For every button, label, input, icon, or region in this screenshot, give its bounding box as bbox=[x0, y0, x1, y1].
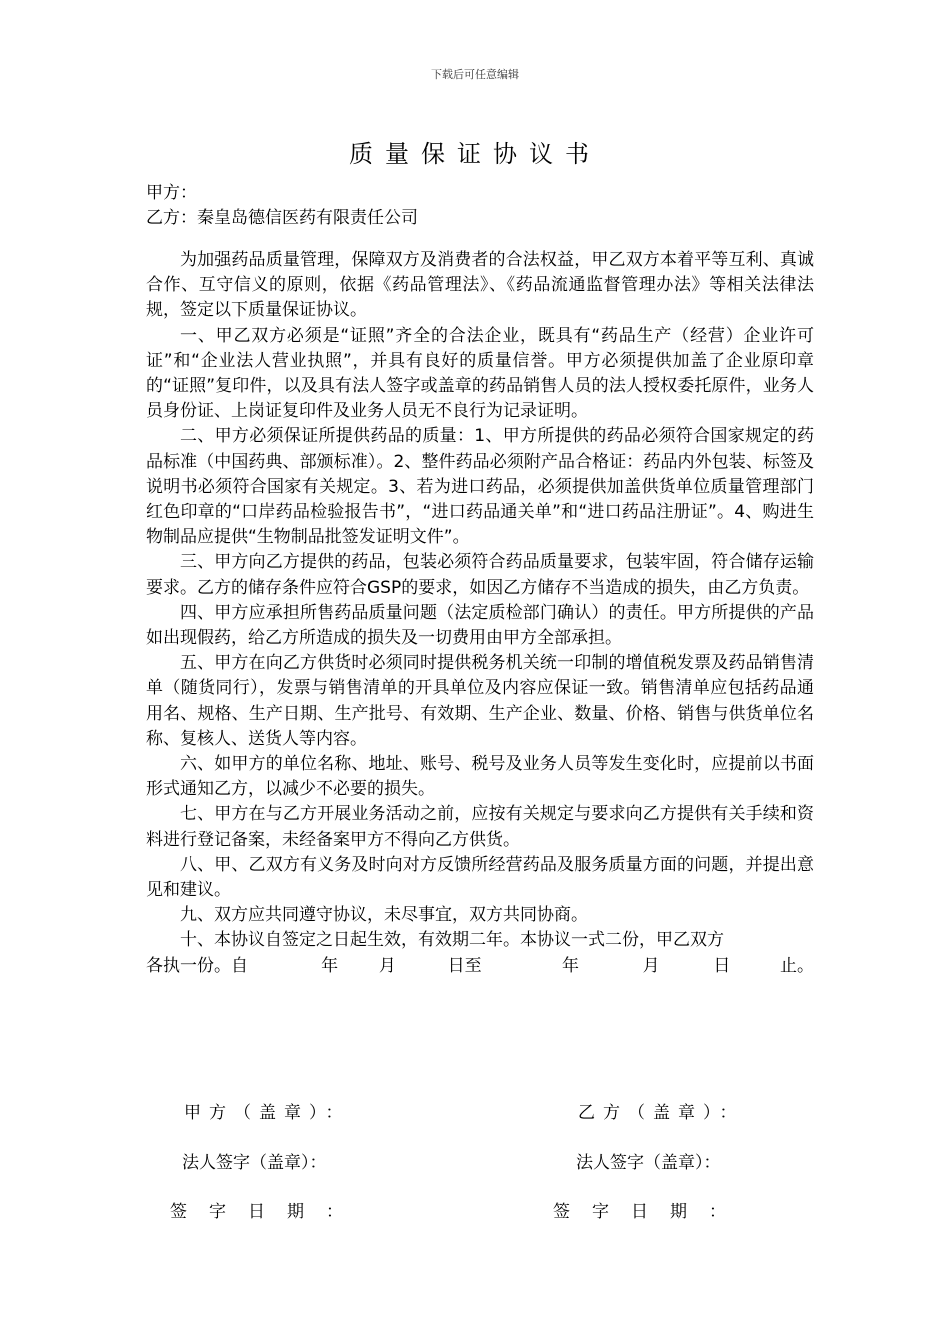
agreement-body bbox=[146, 248, 814, 979]
clause-8: 八、甲、乙双方有义务及时向对方反馈所经营药品及服务质量方面的问题，并提出意见和建议。 bbox=[146, 854, 814, 901]
party-b-line: 乙方：秦皇岛德信医药有限责任公司 bbox=[146, 208, 418, 228]
term-day-end: 日 bbox=[713, 955, 731, 976]
intro-paragraph: 为加强药品质量管理，保障双方及消费者的合法权益，甲乙双方本着平等互利、真诚合作、互守信义的原则，依据《药品管理法》、《药品流通监督管理办法》等相关法律法规，签定以下质量保证协议。 bbox=[146, 250, 814, 321]
clause-7: 七、甲方在与乙方开展业务活动之前，应按有关规定与要求向乙方提供有关手续和资料进行登记备案，未经备案甲方不得向乙方供货。 bbox=[146, 804, 814, 850]
term-line bbox=[146, 954, 814, 979]
term-year-2: 年 bbox=[562, 955, 580, 976]
term-month-1: 月 bbox=[378, 955, 396, 976]
party-b-sign-date-label: 签字日期： bbox=[553, 1202, 748, 1222]
party-a-line: 甲方： bbox=[146, 183, 197, 203]
clause-1: 一、甲乙双方必须是“证照”齐全的合法企业，既具有“药品生产（经营）企业许可证”和“企业法人营业执照”，并具有良好的质量信誉。甲方必须提供加盖了企业原印章的“证照”复印件，以及具有法人签字或盖章的药品销售人员的法人授权委托原件，业务人员身份证、上岗证复印件及业务人员无不良行为记录证明。 bbox=[146, 325, 814, 422]
clause-4: 四、甲方应承担所售药品质量问题（法定质检部门确认）的责任。甲方所提供的产品如出现假药，给乙方所造成的损失及一切费用由甲方全部承担。 bbox=[146, 602, 814, 649]
clause-2: 二、甲方必须保证所提供药品的质量：1、甲方所提供的药品必须符合国家规定的药品标准（中国药典、部颁标准）。2、整件药品必须附产品合格证：药品内外包装、标签及说明书必须符合国家有关规定。3、若为进口药品，必须提供加盖供货单位质量管理部门红色印章的“口岸药品检验报告书”，“进口药品通关单”和“进口药品注册证”。4、购进生物制品应提供“生物制品批签发证明文件”。 bbox=[146, 426, 814, 548]
term-year-1: 年 bbox=[321, 955, 339, 976]
document-title: 质量保证协议书 bbox=[349, 140, 601, 168]
party-a-seal-label: 甲方（盖章）： bbox=[184, 1103, 351, 1123]
party-b-legal-signature-label: 法人签字（盖章）： bbox=[576, 1153, 721, 1173]
term-day-to: 日至 bbox=[447, 955, 482, 976]
clause-6: 六、如甲方的单位名称、地址、账号、税号及业务人员等发生变化时，应提前以书面形式通知乙方，以减少不必要的损失。 bbox=[146, 754, 814, 800]
term-prefix: 各执一份。自 bbox=[146, 955, 248, 976]
clause-10: 十、本协议自签定之日起生效，有效期二年。本协议一式二份，甲乙双方 bbox=[180, 930, 724, 951]
term-end: 止。 bbox=[780, 955, 815, 976]
party-a-legal-signature-label: 法人签字（盖章）： bbox=[182, 1153, 327, 1173]
party-a-sign-date-label: 签字日期： bbox=[170, 1202, 365, 1222]
clause-5: 五、甲方在向乙方供货时必须同时提供税务机关统一印制的增值税发票及药品销售清单（随货同行），发票与销售清单的开具单位及内容应保证一致。销售清单应包括药品通用名、规格、生产日期、生产批号、有效期、生产企业、数量、价格、销售与供货单位名称、复核人、送货人等内容。 bbox=[146, 653, 814, 749]
clause-9: 九、双方应共同遵守协议，未尽事宜，双方共同协商。 bbox=[180, 905, 588, 926]
term-month-2: 月 bbox=[642, 955, 660, 976]
header-note: 下载后可任意编辑 bbox=[431, 68, 519, 81]
clause-3: 三、甲方向乙方提供的药品，包装必须符合药品质量要求，包装牢固，符合储存运输要求。乙方的储存条件应符合GSP的要求，如因乙方储存不当造成的损失，由乙方负责。 bbox=[146, 552, 814, 598]
party-b-seal-label: 乙方（盖章）： bbox=[578, 1103, 745, 1123]
